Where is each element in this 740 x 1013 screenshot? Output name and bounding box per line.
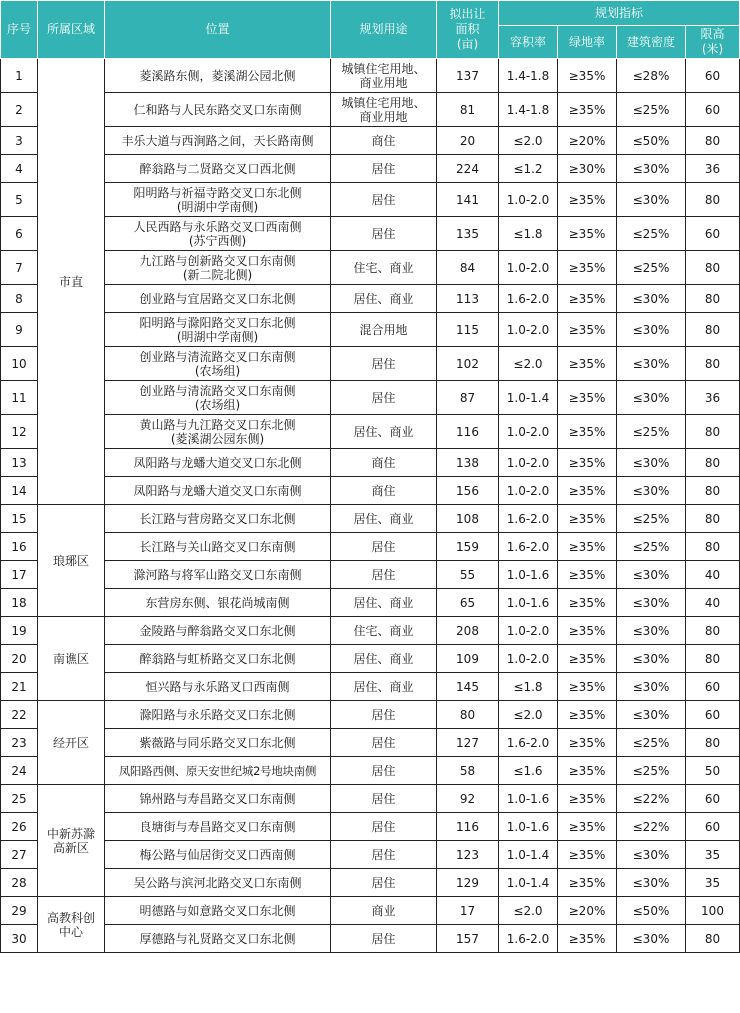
height-cell: 80 <box>686 925 740 953</box>
green-cell: ≥35% <box>558 813 617 841</box>
height-cell: 80 <box>686 183 740 217</box>
height-cell: 80 <box>686 285 740 313</box>
usage-cell: 居住 <box>331 217 437 251</box>
table-row <box>1 127 740 155</box>
density-cell: ≤30% <box>617 701 686 729</box>
table-row <box>1 449 740 477</box>
far-cell: ≤2.0 <box>499 897 558 925</box>
green-cell: ≥35% <box>558 617 617 645</box>
far-cell: 1.0-2.0 <box>499 645 558 673</box>
height-cell: 60 <box>686 785 740 813</box>
usage-cell: 城镇住宅用地、 商业用地 <box>331 93 437 127</box>
location-cell: 菱溪路东侧，菱溪湖公园北侧 <box>105 59 331 93</box>
far-cell: 1.0-1.6 <box>499 589 558 617</box>
row-index: 22 <box>1 701 38 729</box>
height-cell: 100 <box>686 897 740 925</box>
height-cell: 40 <box>686 561 740 589</box>
density-cell: ≤25% <box>617 251 686 285</box>
far-cell: 1.0-2.0 <box>499 617 558 645</box>
density-cell: ≤30% <box>617 645 686 673</box>
table-row <box>1 155 740 183</box>
row-index: 13 <box>1 449 38 477</box>
area-cell: 156 <box>437 477 499 505</box>
area-cell: 138 <box>437 449 499 477</box>
density-cell: ≤25% <box>617 93 686 127</box>
header-district: 所属区域 <box>38 1 105 59</box>
far-cell: 1.0-2.0 <box>499 415 558 449</box>
usage-cell: 居住 <box>331 381 437 415</box>
usage-cell: 居住 <box>331 347 437 381</box>
density-cell: ≤30% <box>617 183 686 217</box>
usage-cell: 居住 <box>331 729 437 757</box>
table-row <box>1 415 740 449</box>
far-cell: 1.0-1.4 <box>499 841 558 869</box>
green-cell: ≥30% <box>558 155 617 183</box>
usage-cell: 商住 <box>331 449 437 477</box>
usage-cell: 住宅、商业 <box>331 617 437 645</box>
far-cell: 1.4-1.8 <box>499 59 558 93</box>
table-row <box>1 285 740 313</box>
height-cell: 80 <box>686 729 740 757</box>
density-cell: ≤30% <box>617 841 686 869</box>
table-row <box>1 93 740 127</box>
area-cell: 20 <box>437 127 499 155</box>
height-cell: 80 <box>686 449 740 477</box>
table-row <box>1 533 740 561</box>
far-cell: 1.0-1.6 <box>499 813 558 841</box>
usage-cell: 居住、商业 <box>331 285 437 313</box>
row-index: 17 <box>1 561 38 589</box>
far-cell: 1.6-2.0 <box>499 285 558 313</box>
row-index: 23 <box>1 729 38 757</box>
density-cell: ≤30% <box>617 449 686 477</box>
table-row <box>1 477 740 505</box>
green-cell: ≥35% <box>558 701 617 729</box>
location-cell: 醉翁路与虹桥路交叉口东北侧 <box>105 645 331 673</box>
location-cell: 醉翁路与二贤路交叉口西北侧 <box>105 155 331 183</box>
density-cell: ≤30% <box>617 925 686 953</box>
table-row <box>1 701 740 729</box>
density-cell: ≤25% <box>617 505 686 533</box>
usage-cell: 商住 <box>331 477 437 505</box>
far-cell: ≤1.2 <box>499 155 558 183</box>
header-far: 容积率 <box>499 26 558 59</box>
table-row <box>1 869 740 897</box>
green-cell: ≥20% <box>558 127 617 155</box>
area-cell: 92 <box>437 785 499 813</box>
height-cell: 80 <box>686 251 740 285</box>
density-cell: ≤25% <box>617 415 686 449</box>
header-green: 绿地率 <box>558 26 617 59</box>
table-row <box>1 897 740 925</box>
area-cell: 208 <box>437 617 499 645</box>
green-cell: ≥35% <box>558 93 617 127</box>
area-cell: 65 <box>437 589 499 617</box>
district-cell: 南谯区 <box>38 617 105 701</box>
green-cell: ≥35% <box>558 757 617 785</box>
green-cell: ≥35% <box>558 673 617 701</box>
far-cell: 1.0-1.6 <box>499 785 558 813</box>
table-row <box>1 841 740 869</box>
height-cell: 35 <box>686 841 740 869</box>
area-cell: 84 <box>437 251 499 285</box>
table-row <box>1 729 740 757</box>
area-cell: 224 <box>437 155 499 183</box>
green-cell: ≥35% <box>558 59 617 93</box>
height-cell: 60 <box>686 701 740 729</box>
table-row <box>1 925 740 953</box>
usage-cell: 居住 <box>331 155 437 183</box>
height-cell: 35 <box>686 869 740 897</box>
location-cell: 丰乐大道与西涧路之间，天长路南侧 <box>105 127 331 155</box>
far-cell: ≤2.0 <box>499 347 558 381</box>
location-cell: 东营房东侧、银花尚城南侧 <box>105 589 331 617</box>
location-cell: 仁和路与人民东路交叉口东南侧 <box>105 93 331 127</box>
table-row <box>1 217 740 251</box>
usage-cell: 居住 <box>331 701 437 729</box>
density-cell: ≤30% <box>617 381 686 415</box>
green-cell: ≥35% <box>558 505 617 533</box>
height-cell: 60 <box>686 93 740 127</box>
green-cell: ≥35% <box>558 561 617 589</box>
location-cell: 厚德路与礼贤路交叉口东北侧 <box>105 925 331 953</box>
green-cell: ≥35% <box>558 251 617 285</box>
location-cell: 金陵路与醉翁路交叉口东北侧 <box>105 617 331 645</box>
row-index: 16 <box>1 533 38 561</box>
density-cell: ≤25% <box>617 533 686 561</box>
header-location: 位置 <box>105 1 331 59</box>
height-cell: 60 <box>686 59 740 93</box>
usage-cell: 居住 <box>331 925 437 953</box>
height-cell: 36 <box>686 155 740 183</box>
density-cell: ≤30% <box>617 617 686 645</box>
usage-cell: 居住 <box>331 869 437 897</box>
green-cell: ≥35% <box>558 785 617 813</box>
location-cell: 凤阳路与龙蟠大道交叉口东南侧 <box>105 477 331 505</box>
table-row <box>1 59 740 93</box>
area-cell: 116 <box>437 813 499 841</box>
location-cell: 黄山路与九江路交叉口东北侧 (菱溪湖公园东侧) <box>105 415 331 449</box>
far-cell: 1.4-1.8 <box>499 93 558 127</box>
far-cell: ≤1.8 <box>499 673 558 701</box>
row-index: 11 <box>1 381 38 415</box>
table-row <box>1 757 740 785</box>
height-cell: 80 <box>686 617 740 645</box>
height-cell: 80 <box>686 645 740 673</box>
table-row <box>1 617 740 645</box>
density-cell: ≤50% <box>617 127 686 155</box>
area-cell: 115 <box>437 313 499 347</box>
usage-cell: 居住 <box>331 533 437 561</box>
row-index: 25 <box>1 785 38 813</box>
location-cell: 梅公路与仙居街交叉口西南侧 <box>105 841 331 869</box>
density-cell: ≤30% <box>617 673 686 701</box>
height-cell: 80 <box>686 477 740 505</box>
area-cell: 129 <box>437 869 499 897</box>
far-cell: ≤2.0 <box>499 701 558 729</box>
far-cell: 1.6-2.0 <box>499 925 558 953</box>
area-cell: 157 <box>437 925 499 953</box>
area-cell: 113 <box>437 285 499 313</box>
green-cell: ≥35% <box>558 477 617 505</box>
green-cell: ≥35% <box>558 533 617 561</box>
far-cell: ≤1.6 <box>499 757 558 785</box>
height-cell: 50 <box>686 757 740 785</box>
usage-cell: 商业 <box>331 897 437 925</box>
location-cell: 吴公路与滨河北路交叉口东南侧 <box>105 869 331 897</box>
header-indicators: 规划指标 <box>499 1 740 26</box>
far-cell: 1.6-2.0 <box>499 533 558 561</box>
table-row <box>1 589 740 617</box>
area-cell: 123 <box>437 841 499 869</box>
row-index: 6 <box>1 217 38 251</box>
usage-cell: 居住、商业 <box>331 415 437 449</box>
height-cell: 80 <box>686 505 740 533</box>
area-cell: 109 <box>437 645 499 673</box>
table-row <box>1 561 740 589</box>
district-cell: 经开区 <box>38 701 105 785</box>
location-cell: 长江路与营房路交叉口东北侧 <box>105 505 331 533</box>
green-cell: ≥35% <box>558 449 617 477</box>
location-cell: 紫薇路与同乐路交叉口东北侧 <box>105 729 331 757</box>
usage-cell: 居住 <box>331 841 437 869</box>
density-cell: ≤28% <box>617 59 686 93</box>
density-cell: ≤25% <box>617 217 686 251</box>
green-cell: ≥35% <box>558 841 617 869</box>
far-cell: ≤1.8 <box>499 217 558 251</box>
usage-cell: 城镇住宅用地、 商业用地 <box>331 59 437 93</box>
location-cell: 良塘街与寿昌路交叉口东南侧 <box>105 813 331 841</box>
far-cell: 1.0-1.4 <box>499 869 558 897</box>
far-cell: 1.0-2.0 <box>499 251 558 285</box>
usage-cell: 居住、商业 <box>331 673 437 701</box>
row-index: 21 <box>1 673 38 701</box>
location-cell: 凤阳路西侧、原天安世纪城2号地块南侧 <box>105 757 331 785</box>
district-cell: 高教科创 中心 <box>38 897 105 953</box>
row-index: 5 <box>1 183 38 217</box>
row-index: 4 <box>1 155 38 183</box>
location-cell: 阳明路与祈福寺路交叉口东北侧 (明湖中学南侧) <box>105 183 331 217</box>
density-cell: ≤30% <box>617 347 686 381</box>
usage-cell: 居住 <box>331 813 437 841</box>
area-cell: 159 <box>437 533 499 561</box>
row-index: 19 <box>1 617 38 645</box>
far-cell: 1.6-2.0 <box>499 729 558 757</box>
height-cell: 80 <box>686 313 740 347</box>
area-cell: 102 <box>437 347 499 381</box>
density-cell: ≤30% <box>617 285 686 313</box>
header-usage: 规划用途 <box>331 1 437 59</box>
area-cell: 108 <box>437 505 499 533</box>
green-cell: ≥20% <box>558 897 617 925</box>
row-index: 3 <box>1 127 38 155</box>
table-row <box>1 645 740 673</box>
density-cell: ≤30% <box>617 155 686 183</box>
location-cell: 创业路与清流路交叉口东南侧 (农场组) <box>105 381 331 415</box>
usage-cell: 居住 <box>331 561 437 589</box>
location-cell: 滁阳路与永乐路交叉口东北侧 <box>105 701 331 729</box>
green-cell: ≥35% <box>558 415 617 449</box>
height-cell: 80 <box>686 415 740 449</box>
height-cell: 60 <box>686 813 740 841</box>
location-cell: 明德路与如意路交叉口东北侧 <box>105 897 331 925</box>
location-cell: 创业路与清流路交叉口东南侧 (农场组) <box>105 347 331 381</box>
area-cell: 141 <box>437 183 499 217</box>
area-cell: 55 <box>437 561 499 589</box>
row-index: 10 <box>1 347 38 381</box>
location-cell: 阳明路与滁阳路交叉口东北侧 (明湖中学南侧) <box>105 313 331 347</box>
area-cell: 58 <box>437 757 499 785</box>
density-cell: ≤25% <box>617 729 686 757</box>
row-index: 1 <box>1 59 38 93</box>
header-height: 限高 (米) <box>686 26 740 59</box>
green-cell: ≥35% <box>558 729 617 757</box>
location-cell: 人民西路与永乐路交叉口西南侧 (苏宁西侧) <box>105 217 331 251</box>
area-cell: 145 <box>437 673 499 701</box>
header-density: 建筑密度 <box>617 26 686 59</box>
table-header <box>1 1 740 59</box>
green-cell: ≥35% <box>558 589 617 617</box>
row-index: 30 <box>1 925 38 953</box>
density-cell: ≤30% <box>617 589 686 617</box>
green-cell: ≥35% <box>558 217 617 251</box>
density-cell: ≤50% <box>617 897 686 925</box>
usage-cell: 居住 <box>331 183 437 217</box>
usage-cell: 居住 <box>331 757 437 785</box>
location-cell: 九江路与创新路交叉口东南侧 (新二院北侧) <box>105 251 331 285</box>
height-cell: 80 <box>686 347 740 381</box>
green-cell: ≥35% <box>558 645 617 673</box>
green-cell: ≥35% <box>558 313 617 347</box>
row-index: 28 <box>1 869 38 897</box>
row-index: 7 <box>1 251 38 285</box>
density-cell: ≤22% <box>617 813 686 841</box>
table-body <box>1 59 740 953</box>
density-cell: ≤25% <box>617 757 686 785</box>
row-index: 27 <box>1 841 38 869</box>
district-cell: 市直 <box>38 59 105 505</box>
green-cell: ≥35% <box>558 869 617 897</box>
far-cell: ≤2.0 <box>499 127 558 155</box>
table-row <box>1 183 740 217</box>
table-row <box>1 251 740 285</box>
location-cell: 锦州路与寿昌路交叉口东南侧 <box>105 785 331 813</box>
height-cell: 80 <box>686 127 740 155</box>
row-index: 18 <box>1 589 38 617</box>
row-index: 14 <box>1 477 38 505</box>
header-index: 序号 <box>1 1 38 59</box>
area-cell: 87 <box>437 381 499 415</box>
height-cell: 40 <box>686 589 740 617</box>
row-index: 26 <box>1 813 38 841</box>
usage-cell: 居住 <box>331 785 437 813</box>
usage-cell: 住宅、商业 <box>331 251 437 285</box>
usage-cell: 混合用地 <box>331 313 437 347</box>
row-index: 2 <box>1 93 38 127</box>
far-cell: 1.0-2.0 <box>499 183 558 217</box>
location-cell: 恒兴路与永乐路叉口西南侧 <box>105 673 331 701</box>
height-cell: 36 <box>686 381 740 415</box>
header-area: 拟出让 面积 (亩) <box>437 1 499 59</box>
far-cell: 1.0-2.0 <box>499 313 558 347</box>
location-cell: 凤阳路与龙蟠大道交叉口东北侧 <box>105 449 331 477</box>
table-row <box>1 785 740 813</box>
usage-cell: 居住、商业 <box>331 505 437 533</box>
location-cell: 长江路与关山路交叉口东南侧 <box>105 533 331 561</box>
area-cell: 137 <box>437 59 499 93</box>
usage-cell: 居住、商业 <box>331 645 437 673</box>
density-cell: ≤22% <box>617 785 686 813</box>
density-cell: ≤30% <box>617 869 686 897</box>
density-cell: ≤30% <box>617 477 686 505</box>
row-index: 12 <box>1 415 38 449</box>
far-cell: 1.0-1.4 <box>499 381 558 415</box>
far-cell: 1.0-2.0 <box>499 449 558 477</box>
height-cell: 60 <box>686 673 740 701</box>
row-index: 15 <box>1 505 38 533</box>
location-cell: 创业路与宜居路交叉口东北侧 <box>105 285 331 313</box>
usage-cell: 商住 <box>331 127 437 155</box>
table-row <box>1 813 740 841</box>
far-cell: 1.6-2.0 <box>499 505 558 533</box>
table-row <box>1 505 740 533</box>
green-cell: ≥35% <box>558 381 617 415</box>
row-index: 20 <box>1 645 38 673</box>
far-cell: 1.0-1.6 <box>499 561 558 589</box>
district-cell: 琅琊区 <box>38 505 105 617</box>
green-cell: ≥35% <box>558 347 617 381</box>
area-cell: 127 <box>437 729 499 757</box>
height-cell: 80 <box>686 533 740 561</box>
row-index: 9 <box>1 313 38 347</box>
table-row <box>1 347 740 381</box>
density-cell: ≤30% <box>617 561 686 589</box>
usage-cell: 居住、商业 <box>331 589 437 617</box>
row-index: 24 <box>1 757 38 785</box>
table-row <box>1 313 740 347</box>
row-index: 29 <box>1 897 38 925</box>
area-cell: 80 <box>437 701 499 729</box>
density-cell: ≤30% <box>617 313 686 347</box>
green-cell: ≥35% <box>558 925 617 953</box>
height-cell: 60 <box>686 217 740 251</box>
area-cell: 116 <box>437 415 499 449</box>
location-cell: 滁河路与将军山路交叉口东南侧 <box>105 561 331 589</box>
table-row <box>1 381 740 415</box>
row-index: 8 <box>1 285 38 313</box>
green-cell: ≥35% <box>558 285 617 313</box>
far-cell: 1.0-2.0 <box>499 477 558 505</box>
area-cell: 81 <box>437 93 499 127</box>
green-cell: ≥35% <box>558 183 617 217</box>
area-cell: 135 <box>437 217 499 251</box>
area-cell: 17 <box>437 897 499 925</box>
district-cell: 中新苏滁 高新区 <box>38 785 105 897</box>
table-row <box>1 673 740 701</box>
